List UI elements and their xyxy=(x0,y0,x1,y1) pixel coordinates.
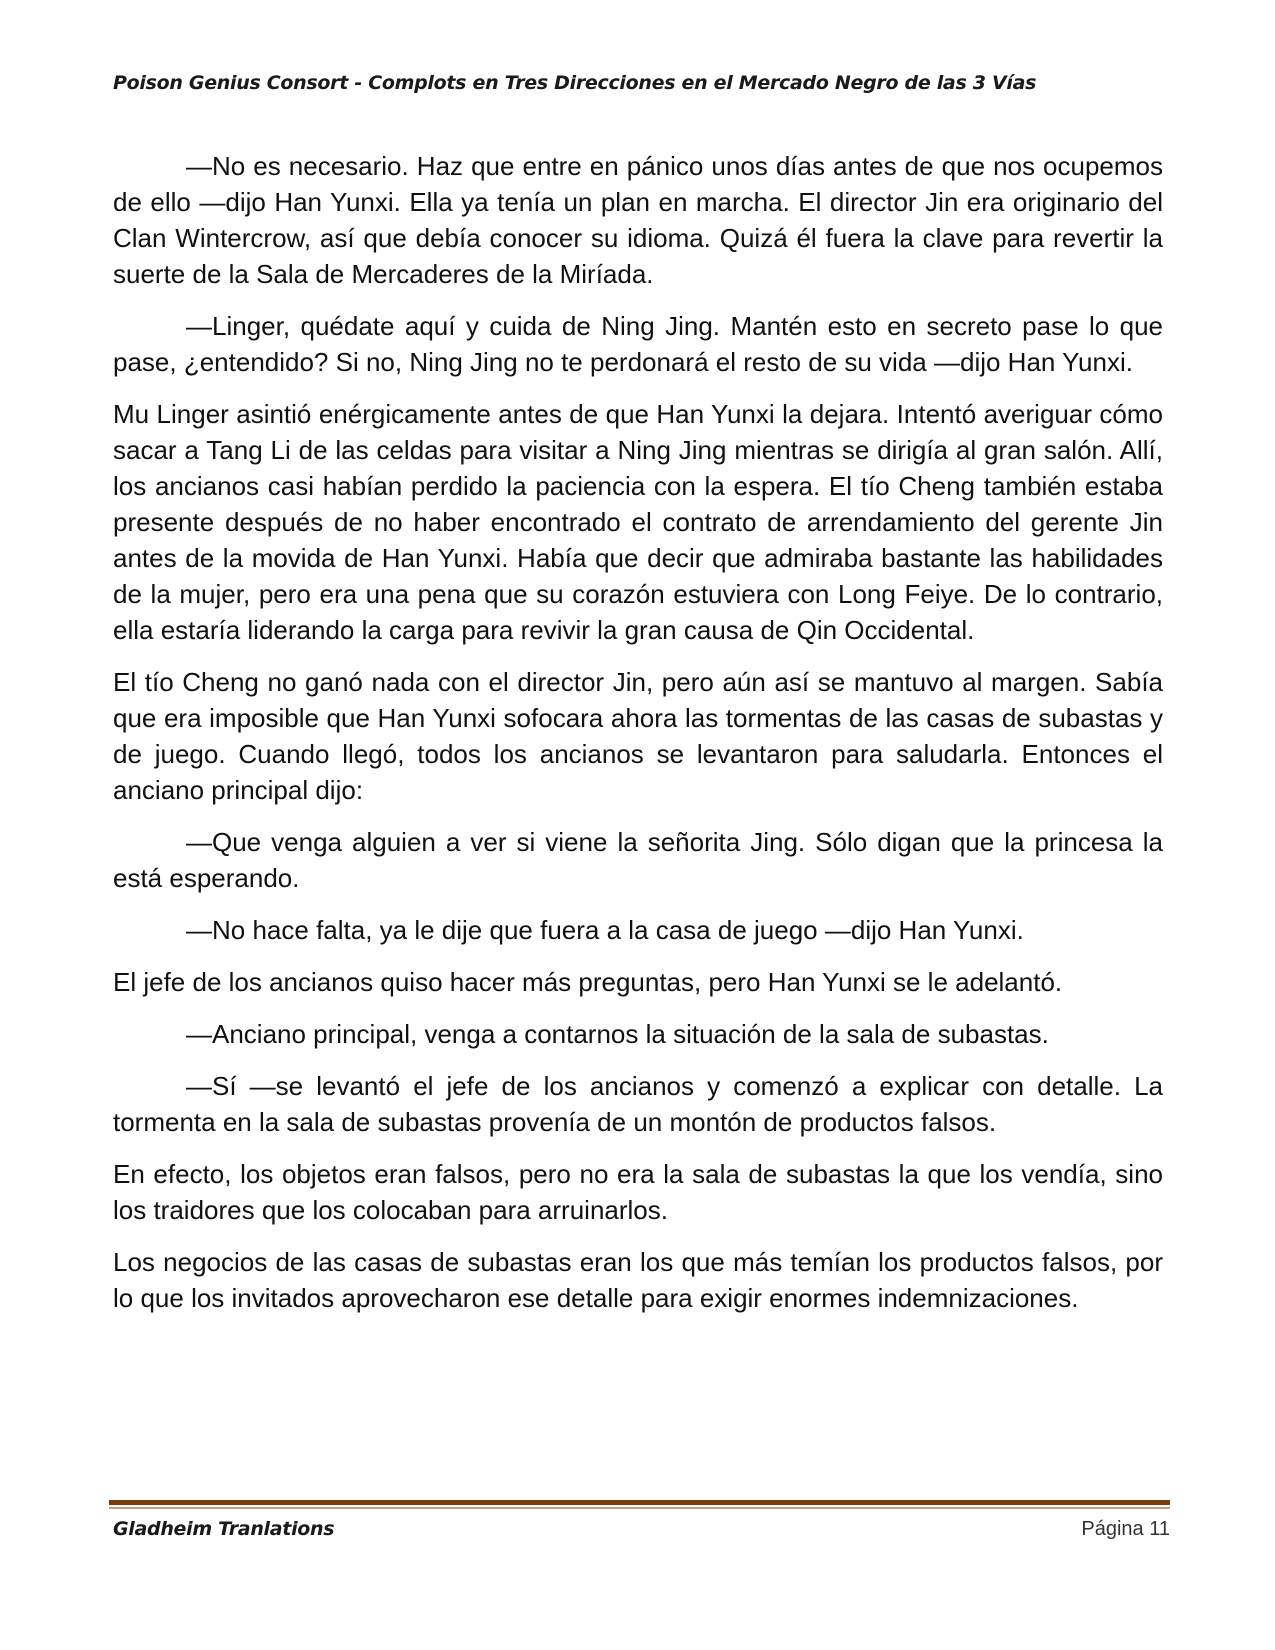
paragraph: El jefe de los ancianos quiso hacer más preguntas, pero Han Yunxi se le adelantó. xyxy=(113,967,1063,997)
paragraph: —Sí —se levantó el jefe de los ancianos y comenzó a explicar con detalle. La tormenta en la sala de subastas provenía de un montón de productos falsos. xyxy=(113,1071,1163,1137)
paragraph: —Anciano principal, venga a contarnos la situación de la sala de subastas. xyxy=(186,1019,1049,1049)
page-number xyxy=(1081,1518,1170,1541)
body-text xyxy=(113,148,1163,1332)
paragraph: El tío Cheng no ganó nada con el director Jin, pero aún así se mantuvo al margen. Sabía que era imposible que Han Yunxi sofocara ahora las tormentas de las casas de subastas y de juego. Cuando llegó, todos los ancianos se levantaron para saludarla. Entonces el anciano principal dijo: xyxy=(113,667,1163,805)
footer-credit: Gladheim Tranlations xyxy=(113,1518,335,1540)
page-label: Página xyxy=(1081,1518,1144,1540)
paragraph: En efecto, los objetos eran falsos, pero no era la sala de subastas la que los vendía, sino los traidores que los colocaban para arruinarlos. xyxy=(113,1159,1163,1225)
running-header: Poison Genius Consort - Complots en Tres Direcciones en el Mercado Negro de las 3 Vías xyxy=(113,72,1037,94)
page-number-value: 11 xyxy=(1149,1518,1170,1540)
paragraph: —Que venga alguien a ver si viene la señorita Jing. Sólo digan que la princesa la está esperando. xyxy=(113,827,1163,893)
paragraph: Mu Linger asintió enérgicamente antes de que Han Yunxi la dejara. Intentó averiguar cómo sacar a Tang Li de las celdas para visitar a Ning Jing mientras se dirigía al gran salón. Allí, los ancianos casi habían perdido la paciencia con la espera. El tío Cheng también estaba presente después de no haber encontrado el contrato de arrendamiento del gerente Jin antes de la movida de Han Yunxi. Había que decir que admiraba bastante las habilidades de la mujer, pero era una pena que su corazón estuviera con Long Feiye. De lo contrario, ella estaría liderando la carga para revivir la gran causa de Qin Occidental. xyxy=(113,399,1163,645)
paragraph: —No es necesario. Haz que entre en pánico unos días antes de que nos ocupemos de ello —dijo Han Yunxi. Ella ya tenía un plan en marcha. El director Jin era originario del Clan Wintercrow, así que debía conocer su idioma. Quizá él fuera la clave para revertir la suerte de la Sala de Mercaderes de la Miríada. xyxy=(113,151,1163,289)
paragraph: —No hace falta, ya le dije que fuera a la casa de juego —dijo Han Yunxi. xyxy=(186,915,1024,945)
paragraph: —Linger, quédate aquí y cuida de Ning Jing. Mantén esto en secreto pase lo que pase, ¿entendido? Si no, Ning Jing no te perdonará el resto de su vida —dijo Han Yunxi. xyxy=(113,311,1163,377)
paragraph: Los negocios de las casas de subastas eran los que más temían los productos falsos, por lo que los invitados aprovecharon ese detalle para exigir enormes indemnizaciones. xyxy=(113,1247,1163,1313)
footer-divider xyxy=(109,1500,1170,1509)
